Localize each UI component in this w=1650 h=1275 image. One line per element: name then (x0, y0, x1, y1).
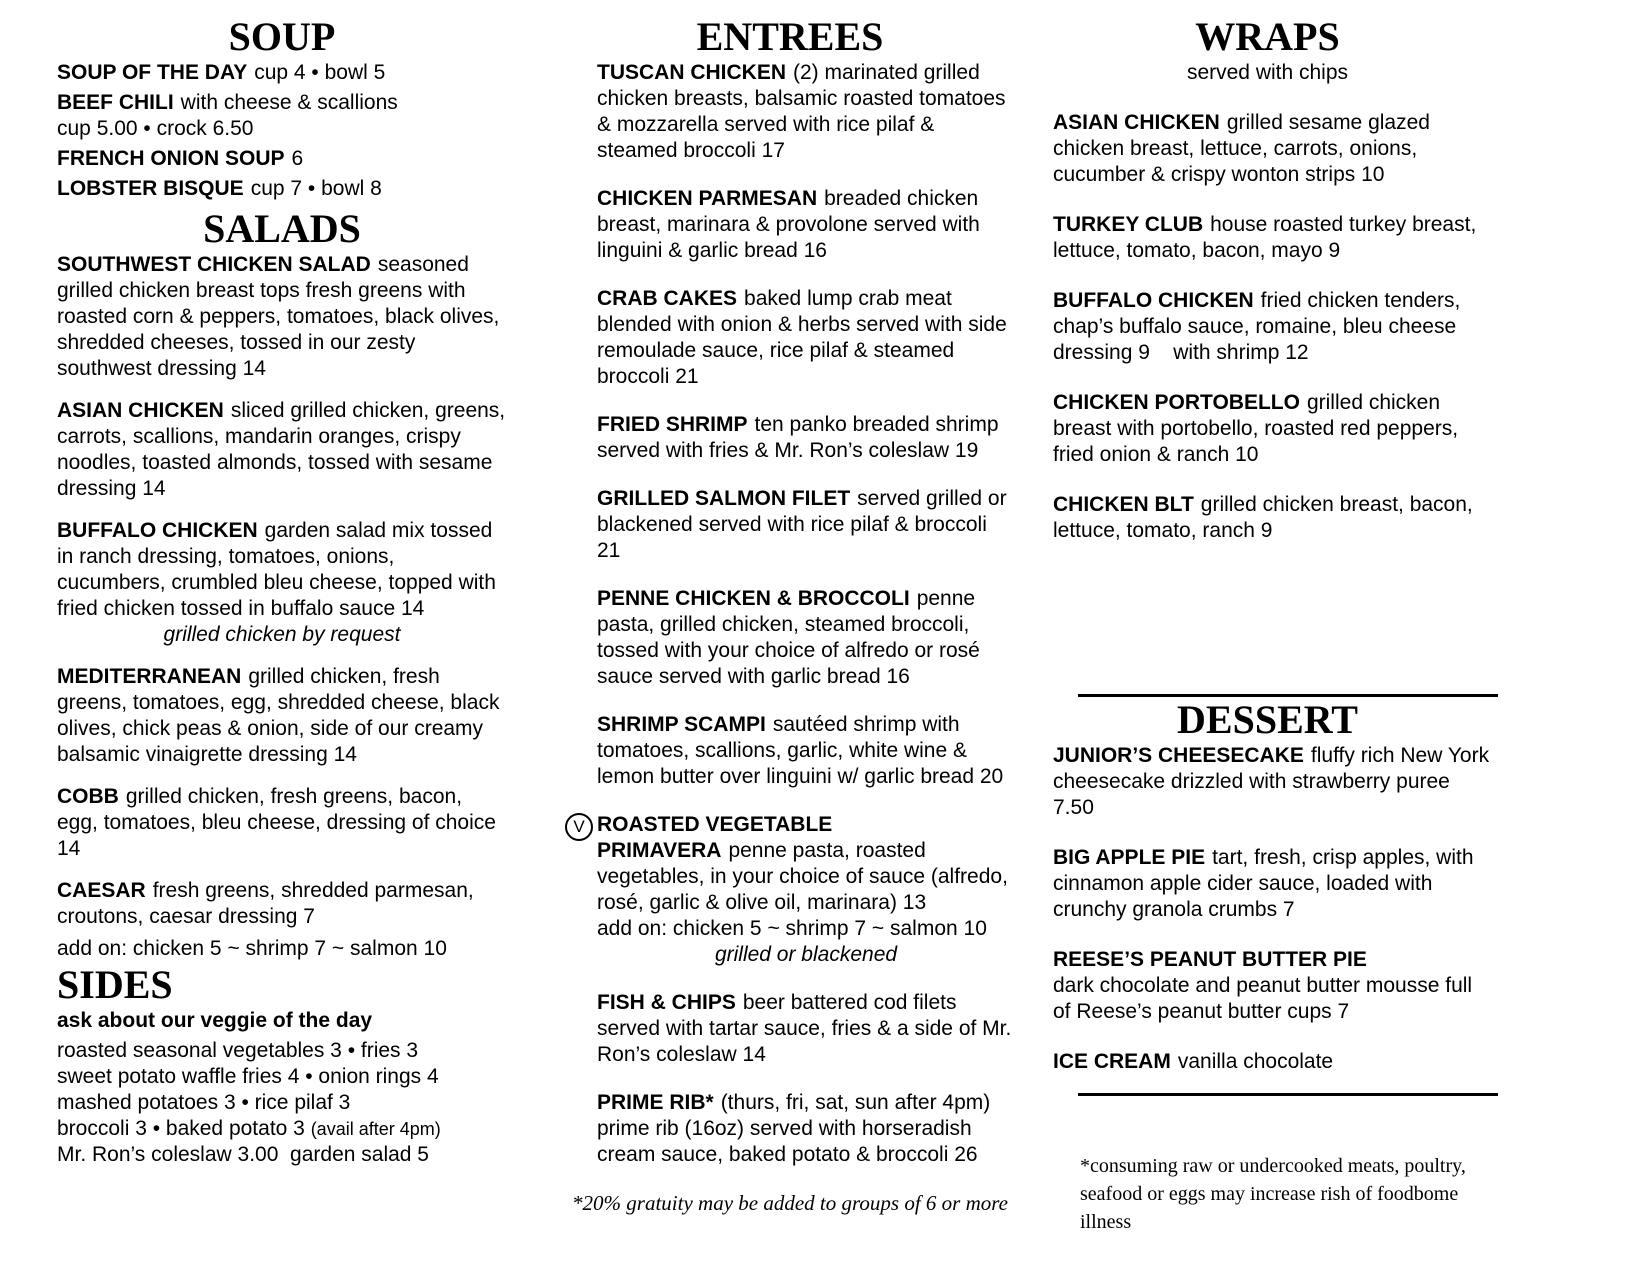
item-name: SOUP OF THE DAY (57, 61, 248, 84)
menu-item-crab-cakes (597, 286, 1015, 390)
item-desc-line2: prime rib (16oz) served with horseradish cream sauce, baked potato & broccoli 26 (597, 1117, 978, 1166)
column-left (57, 14, 507, 1168)
item-name: SOUTHWEST CHICKEN SALAD (57, 253, 371, 276)
item-desc: garden salad mix tossed in ranch dressing, tomatoes, onions, cucumbers, crumbled bleu cheese, topped with fried chicken tossed in buffalo sauce 14 (57, 519, 496, 620)
vegetarian-icon: V (565, 813, 593, 841)
soup-items (57, 60, 507, 202)
sides-line: Mr. Ron’s coleslaw 3.00 garden salad 5 (57, 1143, 429, 1166)
menu-item-beef-chili (57, 90, 507, 142)
item-desc: penne pasta, grilled chicken, steamed broccoli, tossed with your choice of alfredo or rosé sauce served with garlic bread 16 (597, 587, 980, 688)
entrees-title: ENTREES (696, 14, 884, 59)
item-desc: baked lump crab meat blended with onion & herbs served with side remoulade sauce, rice pilaf & steamed broccoli 21 (597, 287, 1007, 388)
item-desc: cup 7 • bowl 8 (250, 177, 382, 200)
item-desc: grilled sesame glazed chicken breast, lettuce, carrots, onions, cucumber & crispy wonton strips 10 (1053, 111, 1430, 186)
menu-item-penne-chicken-broccoli (597, 586, 1015, 690)
item-desc: ten panko breaded shrimp served with fries & Mr. Ron’s coleslaw 19 (597, 413, 999, 462)
dessert-title: DESSERT (1177, 697, 1358, 742)
item-name: TURKEY CLUB (1053, 213, 1204, 236)
column-right (1040, 14, 1495, 1236)
item-name: MEDITERRANEAN (57, 665, 242, 688)
item-desc: breaded chicken breast, marinara & provolone served with linguini & garlic bread 16 (597, 187, 980, 262)
item-desc: cup 4 • bowl 5 (254, 61, 386, 84)
sides-line: broccoli 3 • baked potato 3 (57, 1117, 311, 1140)
item-desc: beer battered cod filets served with tartar sauce, fries & a side of Mr. Ron’s coleslaw 14 (597, 991, 1012, 1066)
item-name: GRILLED SALMON FILET (597, 487, 851, 510)
item-desc: fried chicken tenders, chap’s buffalo sauce, romaine, bleu cheese dressing 9 with shrimp 12 (1053, 289, 1461, 364)
item-desc: 6 (291, 147, 304, 170)
item-price-line: cup 5.00 • crock 6.50 (57, 117, 254, 140)
item-desc: (thurs, fri, sat, sun after 4pm) (720, 1091, 991, 1114)
item-name: JUNIOR’S CHEESECAKE (1053, 744, 1304, 767)
sides-list (57, 1038, 507, 1168)
item-desc: vanilla chocolate (1177, 1050, 1334, 1073)
menu-item-juniors-cheesecake (1053, 743, 1495, 821)
sides-subtitle: ask about our veggie of the day (57, 1009, 373, 1032)
item-name: TUSCAN CHICKEN (597, 61, 786, 84)
menu-item-buffalo-chicken-wrap (1053, 288, 1495, 366)
menu-item-ice-cream (1053, 1049, 1495, 1075)
item-name: BUFFALO CHICKEN (1053, 289, 1254, 312)
salads-title: SALADS (203, 206, 361, 251)
item-name: BEEF CHILI (57, 91, 174, 114)
item-note: grilled chicken by request (163, 623, 401, 646)
menu-item-fish-and-chips (597, 990, 1015, 1068)
item-desc: seasoned grilled chicken breast tops fresh greens with roasted corn & peppers, tomatoes, black olives, shredded cheeses, tossed in our zesty southwest dressing 14 (57, 253, 500, 380)
item-desc: (2) marinated grilled chicken breasts, balsamic roasted tomatoes & mozzarella served with rice pilaf & steamed broccoli 17 (597, 61, 1006, 162)
item-desc: fresh greens, shredded parmesan, croutons, caesar dressing 7 (57, 879, 474, 928)
menu-item-tuscan-chicken (597, 60, 1015, 164)
item-desc: house roasted turkey breast, lettuce, tomato, bacon, mayo 9 (1053, 213, 1477, 262)
menu-item-soup-of-the-day (57, 60, 507, 86)
menu-item-chicken-blt-wrap (1053, 492, 1495, 544)
item-name: FRIED SHRIMP (597, 413, 748, 436)
menu-item-caesar-salad (57, 878, 507, 930)
menu-item-roasted-vegetable-primavera (573, 812, 1015, 968)
menu-item-reeses-peanut-butter-pie (1053, 947, 1495, 1025)
item-name: CHICKEN BLT (1053, 493, 1194, 516)
item-name: BUFFALO CHICKEN (57, 519, 258, 542)
menu-item-fried-shrimp (597, 412, 1015, 464)
menu-item-asian-chicken-salad (57, 398, 507, 502)
item-name: ASIAN CHICKEN (1053, 111, 1220, 134)
item-desc: grilled chicken, fresh greens, bacon, egg, tomatoes, bleu cheese, dressing of choice 14 (57, 785, 496, 860)
item-desc: dark chocolate and peanut butter mousse full of Reese’s peanut butter cups 7 (1053, 974, 1473, 1023)
item-name: ASIAN CHICKEN (57, 399, 224, 422)
item-name: SHRIMP SCAMPI (597, 713, 766, 736)
menu-item-big-apple-pie (1053, 845, 1495, 923)
sides-line: roasted seasonal vegetables 3 • fries 3 (57, 1039, 419, 1062)
item-name: BIG APPLE PIE (1053, 846, 1206, 869)
item-desc: grilled chicken breast, bacon, lettuce, tomato, ranch 9 (1053, 493, 1473, 542)
wraps-subtitle: served with chips (1186, 61, 1349, 84)
sides-line: sweet potato waffle fries 4 • onion rings 4 (57, 1065, 439, 1088)
menu-item-chicken-portobello-wrap (1053, 390, 1495, 468)
menu-item-grilled-salmon-filet (597, 486, 1015, 564)
item-desc: penne pasta, roasted vegetables, in your choice of sauce (alfredo, rosé, garlic & olive oil, marinara) 13 (597, 839, 1008, 914)
item-name: CHICKEN PARMESAN (597, 187, 818, 210)
item-name: COBB (57, 785, 119, 808)
menu-item-mediterranean-salad (57, 664, 507, 768)
item-name: LOBSTER BISQUE (57, 177, 244, 200)
item-name: PRIME RIB* (597, 1091, 714, 1114)
menu-item-asian-chicken-wrap (1053, 110, 1495, 188)
soup-title: SOUP (228, 14, 336, 59)
salads-addon-line: add on: chicken 5 ~ shrimp 7 ~ salmon 10 (57, 937, 447, 960)
item-note: grilled or blackened (714, 943, 898, 966)
divider (1078, 1093, 1498, 1096)
item-addon-line: add on: chicken 5 ~ shrimp 7 ~ salmon 10 (597, 917, 987, 940)
item-desc: grilled chicken, fresh greens, tomatoes, egg, shredded cheese, black olives, chick peas & onion, side of our creamy balsamic vinaigrette dressing 14 (57, 665, 500, 766)
gratuity-footnote: *20% gratuity may be added to groups of 6 or more (572, 1191, 1008, 1215)
item-name: PENNE CHICKEN & BROCCOLI (597, 587, 910, 610)
item-desc: sliced grilled chicken, greens, carrots, scallions, mandarin oranges, crispy noodles, toasted almonds, tossed with sesame dressing 14 (57, 399, 506, 500)
column-middle (565, 14, 1015, 1216)
menu-item-cobb-salad (57, 784, 507, 862)
item-desc: served grilled or blackened served with rice pilaf & broccoli 21 (597, 487, 1007, 562)
item-name: CRAB CAKES (597, 287, 738, 310)
sides-line-availability: (avail after 4pm) (310, 1119, 441, 1139)
item-name: ROASTED VEGETABLE PRIMAVERA (597, 813, 833, 862)
consumer-advisory-note: *consuming raw or undercooked meats, poultry, seafood or eggs may increase rish of foodbome illness (1080, 1155, 1466, 1233)
menu-item-shrimp-scampi (597, 712, 1015, 790)
item-name: ICE CREAM (1053, 1050, 1171, 1073)
item-desc: fluffy rich New York cheesecake drizzled with strawberry puree 7.50 (1053, 744, 1490, 819)
item-desc: tart, fresh, crisp apples, with cinnamon apple cider sauce, loaded with crunchy granola crumbs 7 (1053, 846, 1474, 921)
menu-item-lobster-bisque (57, 176, 507, 202)
item-desc: with cheese & scallions (180, 91, 398, 114)
item-desc: grilled chicken breast with portobello, roasted red peppers, fried onion & ranch 10 (1053, 391, 1459, 466)
item-name: FISH & CHIPS (597, 991, 736, 1014)
item-name: CAESAR (57, 879, 146, 902)
menu-item-buffalo-chicken-salad (57, 518, 507, 648)
wraps-title: WRAPS (1195, 14, 1340, 59)
sides-line: mashed potatoes 3 • rice pilaf 3 (57, 1091, 351, 1114)
menu-item-prime-rib (597, 1090, 1015, 1168)
menu-item-chicken-parmesan (597, 186, 1015, 264)
menu-item-french-onion-soup (57, 146, 507, 172)
item-name: FRENCH ONION SOUP (57, 147, 285, 170)
item-desc: sautéed shrimp with tomatoes, scallions, garlic, white wine & lemon butter over linguini w/ garlic bread 20 (597, 713, 1004, 788)
menu-item-southwest-chicken-salad (57, 252, 507, 382)
item-name: REESE’S PEANUT BUTTER PIE (1053, 948, 1367, 971)
menu-item-turkey-club-wrap (1053, 212, 1495, 264)
item-name: CHICKEN PORTOBELLO (1053, 391, 1300, 414)
sides-title: SIDES (57, 962, 173, 1007)
